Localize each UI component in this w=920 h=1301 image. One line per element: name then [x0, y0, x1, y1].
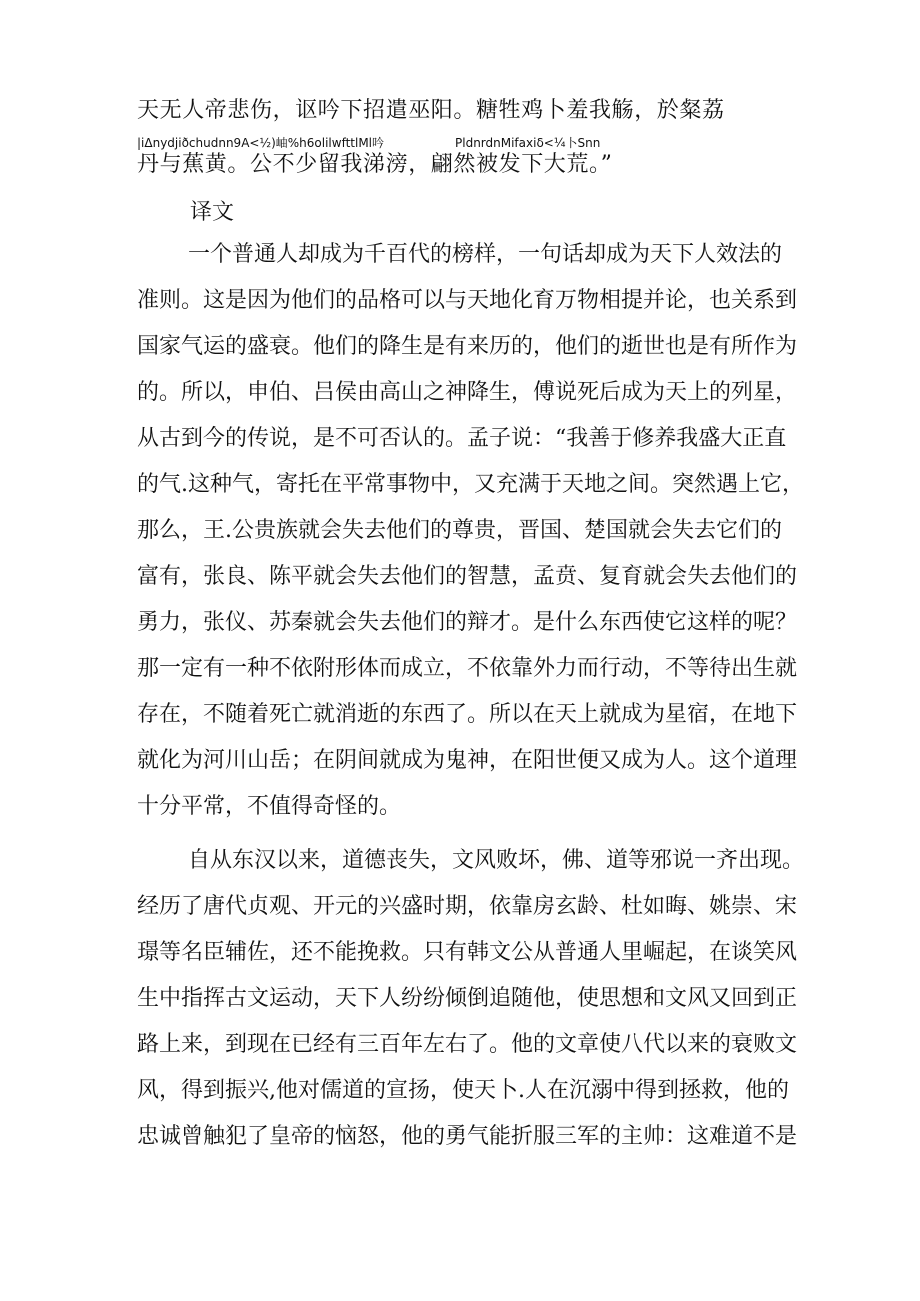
- poem-line-2: 丹与蕉黄。公不少留我涕滂，翩然被发下大荒。”: [137, 152, 613, 177]
- paragraph-1-line: 从古到今的传说，是不可否认的。孟子说：“我善于修养我盛大正直: [137, 426, 787, 451]
- paragraph-1-line: 十分平常，不值得奇怪的。: [137, 794, 402, 819]
- paragraph-1-line: 那么，王.公贵族就会失去他们的尊贵，晋国、楚国就会失去它们的: [137, 518, 782, 543]
- paragraph-2-line: 忠诚曾触犯了皇帝的恼怒，他的勇气能折服三军的主帅：这难道不是: [137, 1124, 798, 1149]
- garbled-text-a: |iΔnydjiðchudnn9A<½)岫%h6olilwfttlMl吟: [137, 136, 385, 150]
- garbled-annotation-line: [137, 132, 777, 152]
- paragraph-1-line: 那一定有一种不依附形体而成立，不依靠外力而行动，不等待出生就: [137, 656, 798, 681]
- paragraph-2-line: 璟等名臣辅佐，还不能挽救。只有韩文公从普通人里崛起，在谈笑风: [137, 940, 798, 965]
- paragraph-1-line: 勇力，张仪、苏秦就会失去他们的辩才。是什么东西使它这样的呢？: [137, 610, 798, 635]
- paragraph-2-line: 风，得到振兴,他对儒道的宣扬，使天卜.人在沉溺中得到拯救，他的: [137, 1078, 789, 1103]
- paragraph-1-line: 国家气运的盛衰。他们的降生是有来历的，他们的逝世也是有所作为: [137, 334, 798, 359]
- paragraph-1-line: 的气.这种气，寄托在平常事物中，又充满于天地之间。突然遇上它，: [137, 472, 804, 497]
- section-heading-translation: 译文: [190, 200, 235, 225]
- paragraph-1-line: 就化为河川山岳；在阴间就成为鬼神，在阳世便又成为人。这个道理: [137, 748, 798, 773]
- paragraph-1-line: 一个普通人却成为千百代的榜样，一句话却成为天下人效法的: [188, 242, 783, 267]
- garbled-text-b: PldnrdnMifaxiδ<¼卜Snn: [455, 136, 601, 150]
- paragraph-2-line: 路上来，到现在已经有三百年左右了。他的文章使八代以来的衰败文: [137, 1032, 798, 1057]
- paragraph-1-line: 存在，不随着死亡就消逝的东西了。所以在天上就成为星宿，在地下: [137, 702, 798, 727]
- paragraph-2-line: 自从东汉以来，道德丧失，文风败坏，佛、道等邪说一齐出现。: [188, 848, 805, 873]
- paragraph-2-line: 生中指挥古文运动，天下人纷纷倾倒追随他，使思想和文风又回到正: [137, 986, 798, 1011]
- poem-line-1: 天无人帝悲伤，讴吟下招遣巫阳。糖牲鸡卜羞我觞，於粲荔: [137, 98, 725, 123]
- paragraph-1-line: 准则。这是因为他们的品格可以与天地化育万物相提并论，也关系到: [137, 288, 798, 313]
- paragraph-2-line: 经历了唐代贞观、开元的兴盛时期，依靠房玄龄、杜如晦、姚崇、宋: [137, 894, 798, 919]
- paragraph-1-line: 的。所以，申伯、吕侯由高山之神降生，傅说死后成为天上的列星，: [137, 380, 798, 405]
- paragraph-1-line: 富有，张良、陈平就会失去他们的智慧，孟贲、复育就会失去他们的: [137, 564, 798, 589]
